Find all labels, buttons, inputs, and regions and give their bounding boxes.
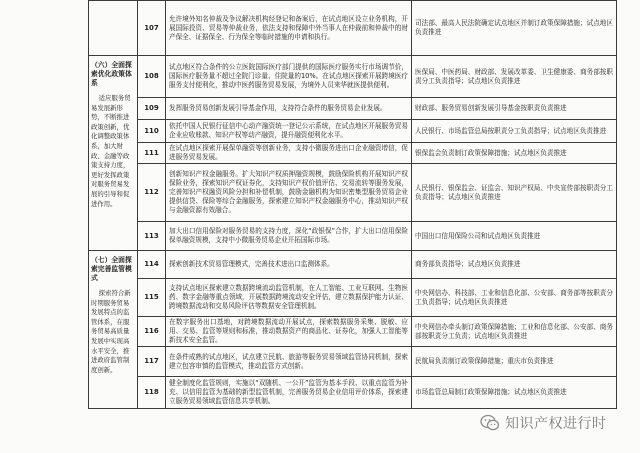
task-content-cell: [166, 222, 412, 251]
task-content: 依托中国人民银行征信中心动产融资统一登记公示系统，在试点地区开展服务贸易企业应收账款、知识产权等动产融资，提升融资便利化水平。: [169, 122, 408, 139]
task-content-cell: [166, 1, 412, 56]
task-number-cell: [138, 251, 166, 279]
task-content-cell: [166, 164, 412, 222]
section-description: 探索符合新时期服务贸易发展特点的监管体系，在服务贸易高质量发展中实现高水平安全，推进政府监管制度创新。: [91, 289, 131, 374]
section-cell-policy: [89, 56, 138, 251]
table-row: [89, 1, 617, 56]
task-responsible: 财政部、服务贸易创新发展引导基金按职责负责推进: [415, 104, 567, 112]
task-responsible: 中央网信办牵头制订政策保障措施；工业和信息化部、公安部、商务部按职责分工负责；试点地区负责推进: [415, 322, 613, 340]
task-responsible-cell: [412, 56, 617, 98]
task-number: 118: [144, 388, 159, 396]
task-number-cell: [138, 347, 166, 377]
task-content-cell: [166, 377, 412, 409]
task-responsible: 医保局、中医药局、财政部、发展改革委、卫生健康委、商务部按职责分工负责指导；试点地区负责推进: [415, 67, 613, 85]
document-page: [88, 0, 617, 409]
section-description: 适应服务贸易发展新形势，不断推进政策创新，优化调整政策体系，加大财政、金融等政策支持力度，更好发挥政策对服务贸易发展的引导和促进作用。: [91, 94, 131, 208]
task-number: 115: [144, 293, 159, 301]
task-responsible: 司法部、最高人民法院确定试点地区并制订政策保障措施；试点地区负责推进: [415, 19, 613, 36]
watermark: [480, 412, 607, 434]
task-responsible-cell: [412, 222, 617, 251]
task-number-cell: [138, 143, 166, 164]
task-content-cell: [166, 143, 412, 164]
task-content: 探索创新技术贸易管理模式，完善技术进出口监测体系。: [169, 260, 334, 268]
task-responsible-cell: [412, 347, 617, 377]
task-responsible: 中央网信办、科技部、工业和信息化部、公安部、商务部等按职责分工负责指导；试点地区负责推进: [415, 288, 613, 306]
section-cell-supervision: [89, 251, 138, 409]
task-responsible: 人民银行、市场监管总局按职责分工负责指导；试点地区负责推进: [415, 126, 607, 135]
task-number-cell: [138, 222, 166, 251]
section-title: （六）全面探索优化政策体系: [91, 61, 132, 87]
task-content: 支持试点地区探索建立数据跨境流动监管机制，在人工智能、工业互联网、生物医药、数字金融等重点领域，开展数据跨境流动安全评估，建立数据保护能力认证、跨境数据流动和交易风险评估等数据安全管理机制。: [169, 284, 408, 310]
table-row: [89, 377, 617, 409]
table-row: [89, 164, 617, 222]
table-row: [89, 222, 617, 251]
task-content: 在数字服务出口基地，对跨境数据流动开展试点，探索数据服务采集、脱敏、应用、交易、监管等规则和标准，推动数据资产的商品化、证券化，加强人工智能等新技术安全监管。: [169, 318, 408, 344]
task-responsible-cell: [412, 251, 617, 279]
task-content: 在条件成熟的试点地区，试点建立民航、旅游等服务贸易领域监管协同机制，探索建立包容审慎的监管模式，推动监管方式创新。: [169, 352, 408, 370]
table-row: [89, 347, 617, 377]
task-responsible: 人民银行、银保监会、证监会、知识产权局、中央宣传部按职责分工负责指导；试点地区负责推进: [415, 183, 613, 201]
task-content: 试点地区符合条件的公立医院国际医疗部门提供的国际医疗服务实行市场调节价，国际医疗服务量不超过全院门诊量、住院量的10%。在试点地区探索开展跨境医疗服务支付便利化，推动中医药服务贸易发展，为境外人员来华就医提供便利。: [169, 63, 408, 89]
task-content: 加大出口信用保险对服务贸易的支持力度，深化“政银保”合作，扩大出口信用保险保单融资规模，支持中小微服务贸易企业开拓国际市场。: [169, 227, 408, 244]
task-content-cell: [166, 347, 412, 377]
task-responsible-cell: [412, 98, 617, 120]
table-row: [89, 251, 617, 279]
task-responsible-cell: [412, 377, 617, 409]
task-content-cell: [166, 56, 412, 98]
task-content-cell: [166, 279, 412, 317]
task-content-cell: [166, 317, 412, 347]
task-number-cell: [138, 120, 166, 143]
task-responsible-cell: [412, 317, 617, 347]
task-number-cell: [138, 56, 166, 98]
table-row: [89, 120, 617, 143]
table-row: [89, 279, 617, 317]
task-responsible-cell: [412, 120, 617, 143]
task-responsible: 银保监会负责制订政策保障措施；试点地区负责推进: [415, 148, 567, 157]
task-number: 112: [144, 188, 159, 196]
task-responsible: 中国出口信用保险公司和试点地区负责推进: [415, 231, 541, 240]
table-row: [89, 317, 617, 347]
task-number: 116: [144, 327, 159, 335]
task-responsible: 商务部负责指导；试点地区负责推进: [415, 260, 521, 268]
task-number: 107: [144, 23, 159, 32]
task-responsible-cell: [412, 143, 617, 164]
task-number: 108: [144, 72, 159, 80]
task-responsible-cell: [412, 279, 617, 317]
task-number-cell: [138, 377, 166, 409]
task-table: [88, 0, 617, 409]
table-row: [89, 98, 617, 120]
task-number: 110: [144, 126, 159, 135]
watermark-text: 知识产权进行时: [505, 416, 607, 432]
task-responsible-cell: [412, 164, 617, 222]
task-number: 117: [144, 357, 159, 365]
task-content-cell: [166, 251, 412, 279]
task-number-cell: [138, 98, 166, 120]
task-number-cell: [138, 279, 166, 317]
task-content: 创新知识产权金融服务。扩大知识产权质押融资规模，鼓励保险机构开展知识产权保险业务，探索知识产权证券化，支持知识产权价值评估、交易流转等服务发展，完善知识产权融资风险分担和补偿机制，鼓励金融机构为知识密集型服务贸易企业提供信贷、保险等综合金融服务，探索建立知识产权金融服务中心，推动知识产权与金融资源有效融合。: [169, 170, 408, 214]
task-number: 113: [144, 231, 159, 240]
task-content-cell: [166, 120, 412, 143]
task-number-cell: [138, 317, 166, 347]
task-content: 允许境外知名仲裁及争议解决机构经登记和备案后，在试点地区设立业务机构，开展国际投资、贸易等仲裁业务，依法支持和保障中外当事人在仲裁前和仲裁中的财产保全、证据保全、行为保全等临时措施的申请和执行。: [169, 14, 408, 41]
task-responsible: 民航局负责制订政策保障措施；重庆市负责推进: [415, 357, 554, 365]
task-number-cell: [138, 164, 166, 222]
table-row: [89, 56, 617, 98]
task-content-cell: [166, 98, 412, 120]
task-number: 111: [144, 148, 159, 157]
task-content: 健全制度化监管规则，实施以“双随机、一公开”监管为基本手段、以重点监管为补充、以信用监管为基础的新型监管机制，完善服务贸易企业信用评价体系，探索建立服务贸易领域监管信息共享机制。: [169, 379, 408, 405]
task-responsible-cell: [412, 1, 617, 56]
wechat-official-account-icon: [480, 414, 500, 432]
task-number-cell: [138, 1, 166, 56]
task-number: 109: [144, 104, 159, 112]
section-cell-empty: [89, 1, 138, 56]
task-content: 在试点地区探索开展保单融资等创新业务，支持小微服务进出口企业融资增信，促进服务贸易发展。: [169, 144, 408, 161]
table-row: [89, 143, 617, 164]
task-content: 发挥服务贸易创新发展引导基金作用，支持符合条件的服务贸易企业发展。: [169, 104, 387, 112]
task-number: 114: [144, 260, 159, 268]
section-title: （七）全面探索完善监管模式: [91, 256, 132, 282]
task-responsible: 市场监管总局制订政策保障措施；试点地区负责推进: [415, 388, 567, 396]
